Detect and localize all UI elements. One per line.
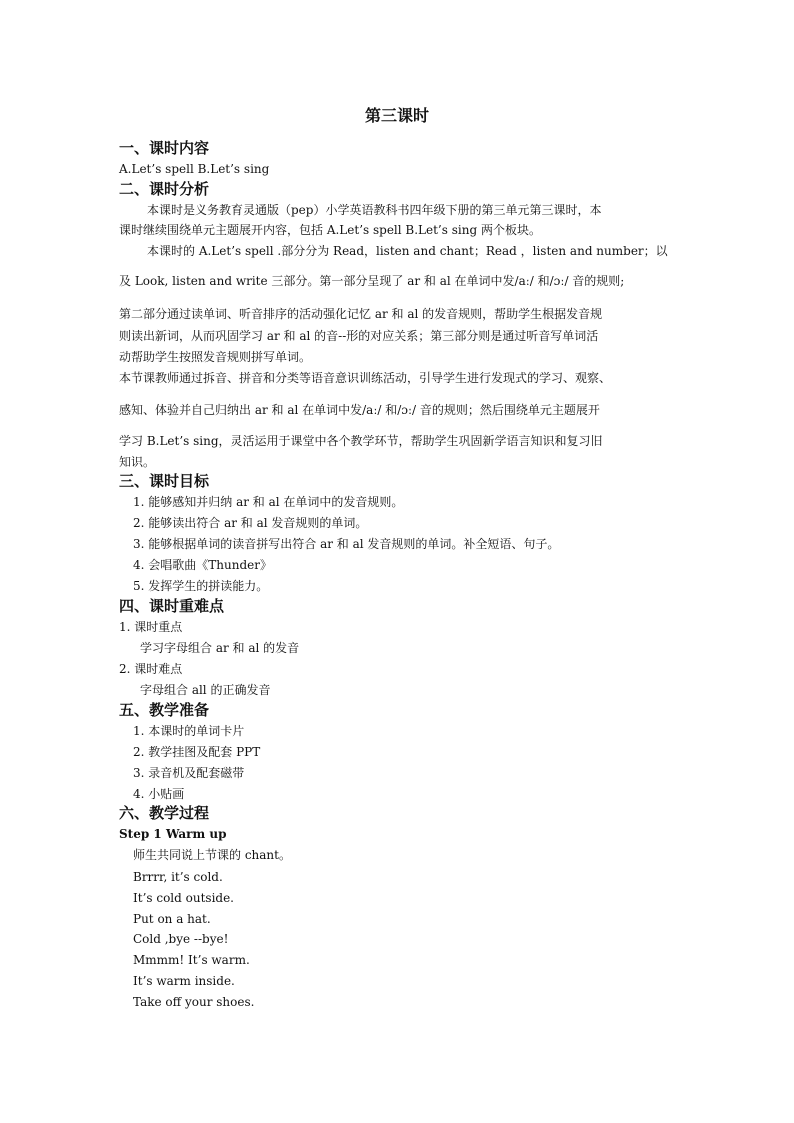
chant-line: Take off your shoes.: [133, 995, 255, 1009]
step-intro: 师生共同说上节课的 chant。: [133, 848, 291, 862]
list-item: 1. 本课时的单词卡片: [133, 724, 245, 738]
analysis-paragraph-line: 则读出新词，从而巩固学习 ar 和 al 的音--形的对应关系；第三部分则是通过听音写单词活: [119, 329, 599, 343]
list-item: 3. 录音机及配套磁带: [133, 766, 245, 780]
chant-line: Cold ,bye --bye!: [133, 932, 229, 946]
chant-line: Mmmm! It’s warm.: [133, 953, 250, 967]
difficulty-text: 字母组合 all 的正确发音: [140, 683, 271, 697]
page-title: 第三课时: [364, 106, 429, 125]
analysis-paragraph-line: 动帮助学生按照发音规则拼写单词。: [119, 350, 312, 364]
key-point-text: 学习字母组合 ar 和 al 的发音: [140, 641, 300, 655]
list-item: 2. 教学挂图及配套 PPT: [133, 745, 261, 759]
analysis-paragraph-line: 感知、体验并自己归纳出 ar 和 al 在单词中发/aː/ 和/ɔː/ 音的规则；然后围绕单元主题展开: [119, 403, 600, 417]
section-heading-goals: 三、课时目标: [119, 472, 210, 490]
section-heading-analysis: 二、课时分析: [119, 180, 210, 198]
chant-line: It’s cold outside.: [133, 891, 234, 905]
analysis-paragraph-line: 本课时的 A.Let’s spell .部分分为 Read，listen and chant；Read ，listen and number；以: [147, 244, 668, 258]
key-point-label: 1. 课时重点: [119, 620, 183, 634]
section-heading-preparation: 五、教学准备: [119, 701, 210, 719]
analysis-paragraph-line: 本课时是义务教育灵通版（pep）小学英语教科书四年级下册的第三单元第三课时，本: [147, 203, 602, 217]
list-item: 2. 能够读出符合 ar 和 al 发音规则的单词。: [133, 516, 368, 530]
list-item: 3. 能够根据单词的读音拼写出符合 ar 和 al 发音规则的单词。补全短语、句子。: [133, 537, 560, 551]
chant-line: Put on a hat.: [133, 912, 211, 926]
section-heading-process: 六、教学过程: [119, 804, 210, 822]
analysis-paragraph-line: 第二部分通过读单词、听音排序的活动强化记忆 ar 和 al 的发音规则，帮助学生根据发音规: [119, 307, 603, 321]
analysis-paragraph-line: 及 Look, listen and write 三部分。第一部分呈现了 ar 和 al 在单词中发/aː/ 和/ɔː/ 音的规则;: [119, 274, 625, 288]
list-item: 4. 小贴画: [133, 787, 185, 801]
list-item: 5. 发挥学生的拼读能力。: [133, 579, 269, 593]
analysis-paragraph-line: 本节课教师通过拆音、拼音和分类等语音意识训练活动，引导学生进行发现式的学习、观察、: [119, 371, 612, 385]
list-item: 1. 能够感知并归纳 ar 和 al 在单词中的发音规则。: [133, 495, 404, 509]
section-heading-key-points: 四、课时重难点: [119, 597, 225, 615]
analysis-paragraph-line: 学习 B.Let’s sing，灵活运用于课堂中各个教学环节，帮助学生巩固新学语言知识和复习旧: [119, 434, 603, 448]
content-line: A.Let’s spell B.Let’s sing: [119, 162, 270, 176]
analysis-paragraph-line: 课时继续围绕单元主题展开内容，包括 A.Let’s spell B.Let’s sing 两个板块。: [119, 223, 541, 237]
step-heading: Step 1 Warm up: [119, 827, 227, 841]
section-heading-content: 一、课时内容: [119, 139, 210, 157]
chant-line: It’s warm inside.: [133, 974, 235, 988]
difficulty-label: 2. 课时难点: [119, 662, 183, 676]
chant-line: Brrrr, it’s cold.: [133, 870, 223, 884]
list-item: 4. 会唱歌曲《Thunder》: [133, 558, 272, 572]
analysis-paragraph-line: 知识。: [119, 455, 156, 469]
